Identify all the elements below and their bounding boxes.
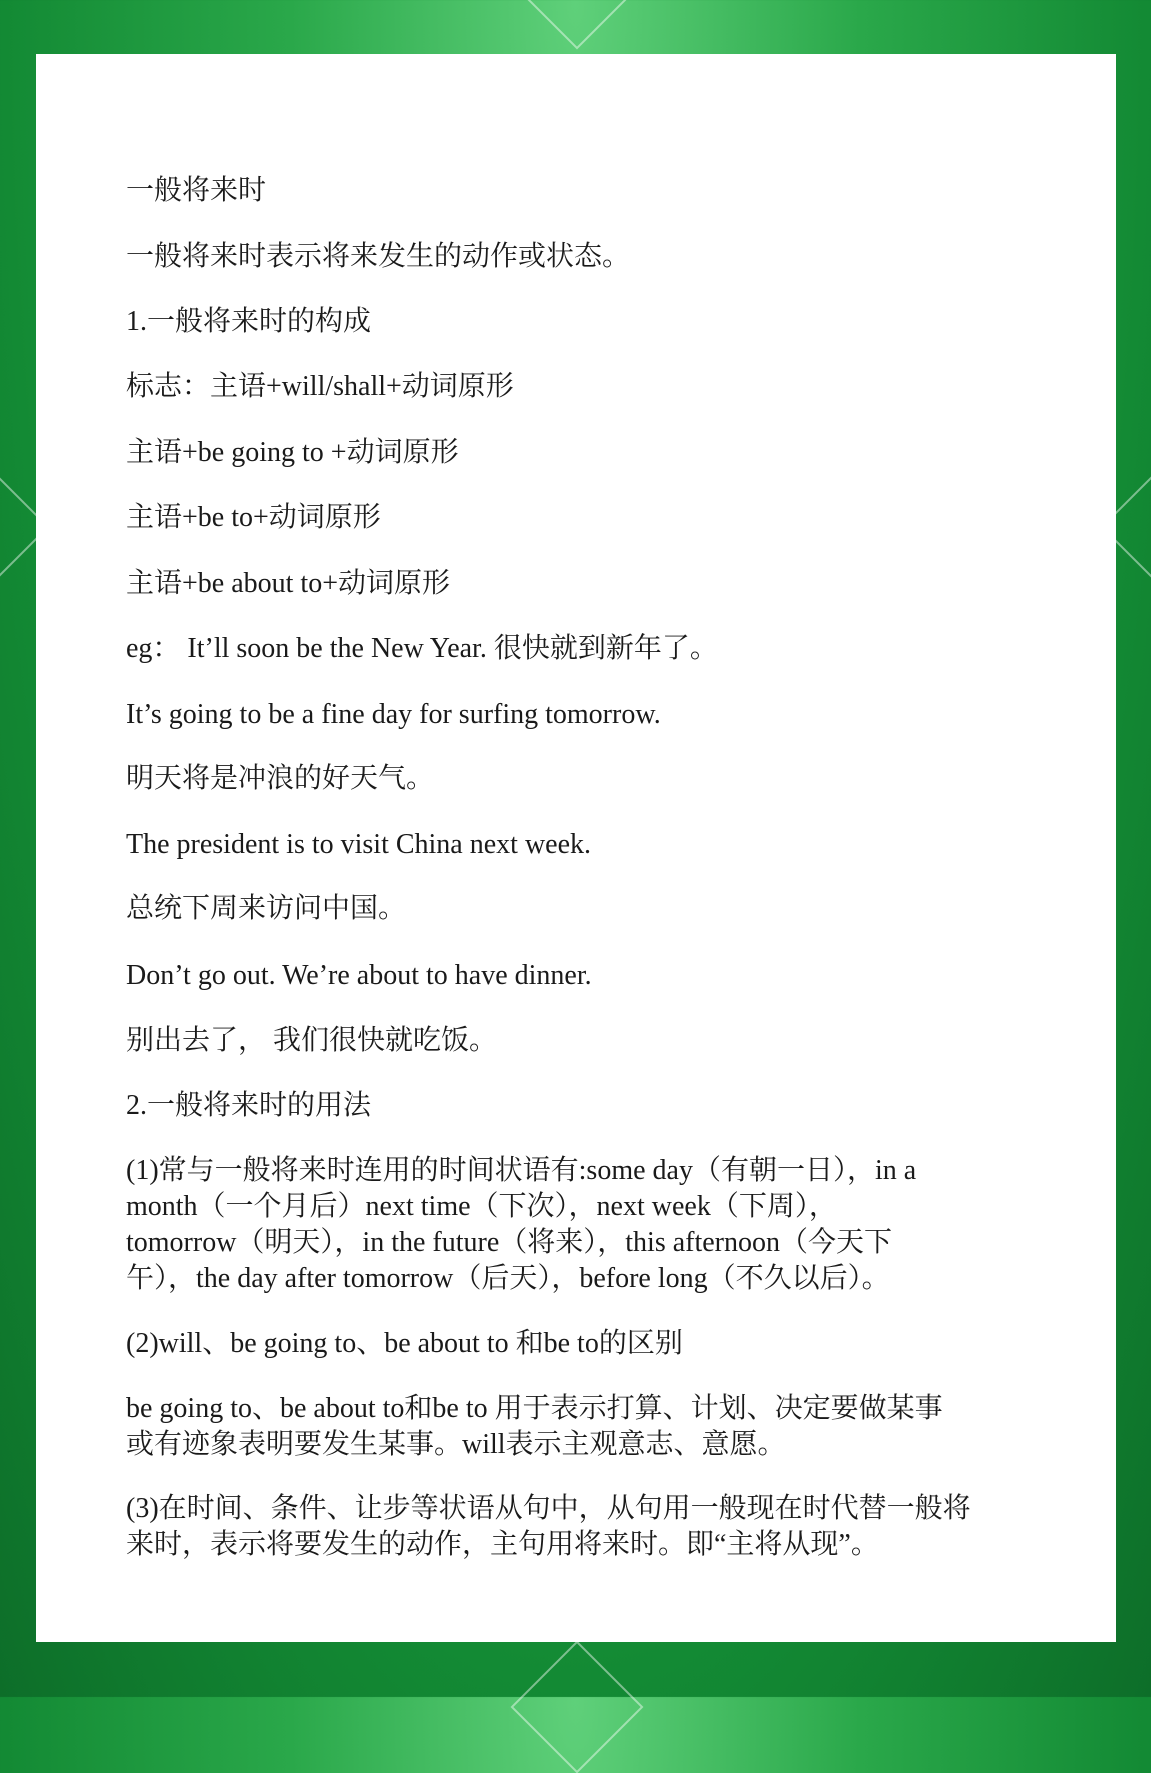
usage-1-line: month（一个月后）next time（下次），next week（下周）， <box>126 1191 837 1222</box>
example-line: 明天将是冲浪的好天气。 <box>126 763 435 794</box>
background-decoration <box>511 1641 644 1773</box>
form-line: 主语+be going to +动词原形 <box>126 437 459 468</box>
usage-1-line: 午），the day after tomorrow（后天），before long（不久以后）。 <box>126 1263 890 1294</box>
example-line: 别出去了， 我们很快就吃饭。 <box>126 1025 498 1056</box>
background-decoration <box>511 0 644 49</box>
section-heading-1: 1.一般将来时的构成 <box>126 306 372 337</box>
usage-3-line: 来时，表示将要发生的动作，主句用将来时。即“主将从现”。 <box>126 1529 879 1560</box>
section-heading-2: 2.一般将来时的用法 <box>126 1090 372 1121</box>
usage-3-line: (3)在时间、条件、让步等状语从句中，从句用一般现在时代替一般将 <box>126 1493 971 1524</box>
form-line: 主语+be to+动词原形 <box>126 502 381 533</box>
form-line: 标志：主语+will/shall+动词原形 <box>126 371 514 402</box>
usage-1-line: tomorrow（明天），in the future（将来），this afternoon（今天下 <box>126 1227 893 1258</box>
usage-3 <box>126 1491 1046 1563</box>
usage-1 <box>126 1153 1046 1297</box>
usage-2: (2)will、be going to、be about to 和be to的区别 <box>126 1328 683 1359</box>
usage-2-detail <box>126 1391 1046 1463</box>
example-line: Don’t go out. We’re about to have dinner. <box>126 960 592 991</box>
usage-2-detail-line: be going to、be about to和be to 用于表示打算、计划、决定要做某事 <box>126 1393 943 1424</box>
example-line: It’s going to be a fine day for surfing tomorrow. <box>126 699 661 730</box>
usage-1-line: (1)常与一般将来时连用的时间状语有:some day（有朝一日），in a <box>126 1155 917 1186</box>
usage-2-detail-line: 或有迹象表明要发生某事。will表示主观意志、意愿。 <box>126 1429 786 1460</box>
example-line: 总统下周来访问中国。 <box>126 893 407 924</box>
example-line: The president is to visit China next week. <box>126 829 592 860</box>
page-title: 一般将来时 <box>126 175 267 206</box>
example-line: eg： It’ll soon be the New Year. 很快就到新年了。 <box>126 633 718 664</box>
form-line: 主语+be about to+动词原形 <box>126 568 450 599</box>
definition: 一般将来时表示将来发生的动作或状态。 <box>126 241 631 272</box>
